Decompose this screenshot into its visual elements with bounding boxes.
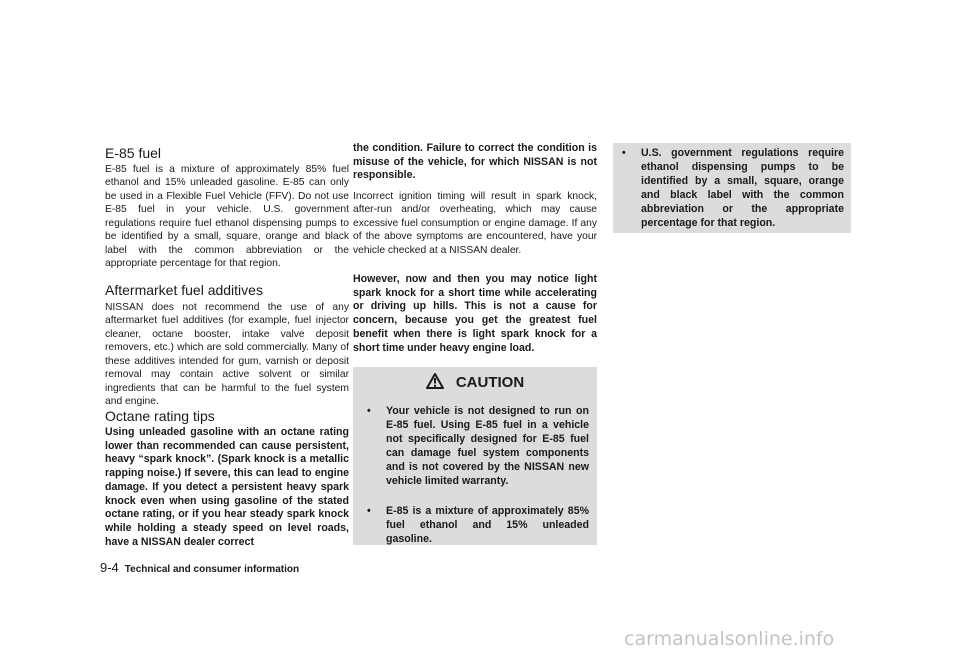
paragraph-ignition-timing: Incorrect ignition timing will result in spark knock, after-run and/or overheating, which may cause excessive fuel consumption or engine damage. If any of the above symptoms are encountered, have your vehicle checked at a NISSAN dealer. [353,191,597,256]
caution-item [367,504,589,546]
caution-box [353,367,597,545]
heading-e85-fuel: E-85 fuel [105,145,162,161]
page-number: 9-4 [100,560,119,575]
watermark: carmanualsonline.info [624,628,835,650]
bullet-marker: • [367,505,371,517]
caution-item [367,404,589,488]
heading-aftermarket-fuel-additives: Aftermarket fuel additives [105,282,263,298]
regulation-item [622,146,844,230]
bullet-marker: • [367,405,371,417]
bullet-marker: • [622,147,626,159]
paragraph-octane-rating-tips: Using unleaded gasoline with an octane rating lower than recommended can cause persistent, heavy “spark knock”. (Spark knock is a metallic rapping noise.) If severe, this can lead to engine damage. If you detect a persistent heavy spark knock even when using gasoline of the stated octane rating, or if you hear steady spark knock while holding a steady speed on level roads, have a NISSAN dealer correct [105,426,349,548]
heading-octane-rating-tips: Octane rating tips [105,408,215,424]
paragraph-e85-fuel: E-85 fuel is a mixture of approximately 85% fuel ethanol and 15% unleaded gasoline. E-85 can only be used in a Flexible Fuel Vehicle (FFV). Do not use E-85 fuel in your vehicle. U.S. government regulations require fuel ethanol dispensing pumps to be identified by a small, square, orange and black label with the common abbreviation or the appropriate percentage for that region. [105,164,349,270]
regulation-item-text: U.S. government regulations require ethanol dispensing pumps to be identified by a small, square, orange and black label with the common abbreviation or the appropriate percentage for that region. [641,147,844,229]
paragraph-condition-continued: the condition. Failure to correct the condition is misuse of the vehicle, for which NISSAN is not responsible. [353,142,597,182]
paragraph-aftermarket-fuel-additives: NISSAN does not recommend the use of any aftermarket fuel additives (for example, fuel injector cleaner, octane booster, intake valve deposit removers, etc.) which are sold commercially. Many of these additives intended for gum, varnish or deposit removal may contain active solvent or similar ingredients that can be harmful to the fuel system and engine. [105,302,349,408]
paragraph-light-spark-knock: However, now and then you may notice light spark knock for a short time while accelerating or driving up hills. This is not a cause for concern, because you get the greatest fuel benefit when there is light spark knock for a short time under heavy engine load. [353,273,597,354]
page-footer [100,559,299,577]
caution-title: CAUTION [455,374,525,391]
caution-item-text: E-85 is a mixture of approximately 85% fuel ethanol and 15% unleaded gasoline. [386,505,589,545]
regulation-box [613,143,851,233]
caution-header [353,373,597,395]
warning-triangle-icon [426,373,444,395]
caution-item-text: Your vehicle is not designed to run on E-85 fuel. Using E-85 fuel in a vehicle not specifically designed for E-85 fuel can damage fuel system components and is not covered by the NISSAN new vehicle limited warranty. [386,405,589,487]
section-title: Technical and consumer information [124,564,300,575]
